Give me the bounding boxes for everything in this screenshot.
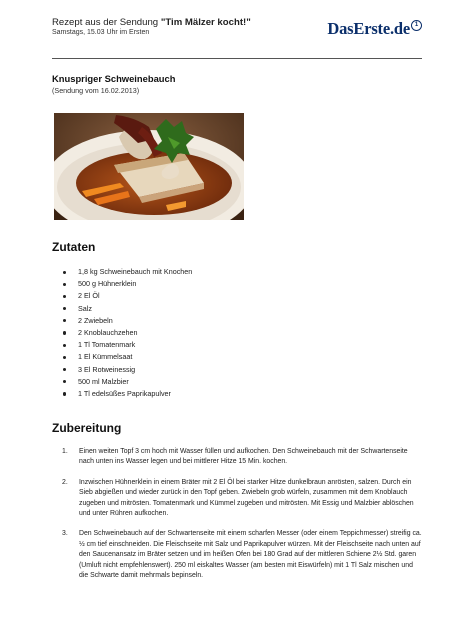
dish-photo	[54, 113, 244, 220]
header-prefix: Rezept aus der Sendung	[52, 17, 161, 28]
ingredient-item: 2 Knoblauchzehen	[62, 327, 192, 339]
step-text: Einen weiten Topf 3 cm hoch mit Wasser füllen und aufkochen. Den Schweinebauch mit der Schwartenseite nach unten ins Wasser legen und bei mittlerer Hitze 15 Min. kochen.	[79, 448, 408, 466]
preparation-heading: Zubereitung	[52, 421, 122, 435]
ingredient-item: 2 Zwiebeln	[62, 315, 192, 327]
step-text: Den Schweinebauch auf der Schwartenseite mit einem scharfen Messer (oder einem Teppichmesser) streifig ca. ½ cm tief einschneiden. Die Fleischseite mit Salz und Paprikapulver würzen. Mit der Fleischseite nach unten auf den Saucenansatz im Bräter setzen und im heißen Ofen bei 180 Grad auf der mittleren Schiene 2½ Std. garen (Umluft nicht empfehlenswert). 250 ml eiskaltes Wasser (am besten mit Eiswürfeln) mit 1 Tl Salz mischen und die Schwarte damit mehrmals bepinseln.	[79, 530, 422, 580]
ingredients-list	[62, 266, 192, 400]
preparation-step	[62, 478, 422, 520]
logo-text: DasErste.de	[327, 19, 410, 38]
ingredient-item: 1 Tl edelsüßes Paprikapulver	[62, 388, 192, 400]
recipe-title: Knuspriger Schweinebauch	[52, 73, 176, 84]
step-number: 3.	[62, 530, 68, 538]
ingredient-item: 500 g Hühnerklein	[62, 278, 192, 290]
header-airtime: Samstags, 15.03 Uhr im Ersten	[52, 29, 150, 36]
ingredient-item: 3 El Rotweinessig	[62, 364, 192, 376]
ingredient-item: Salz	[62, 303, 192, 315]
logo-seal-icon: 1	[411, 20, 422, 31]
daserste-logo[interactable]	[327, 19, 422, 39]
step-number: 1.	[62, 448, 68, 455]
preparation-step	[62, 529, 422, 581]
ingredient-item: 1 El Kümmelsaat	[62, 351, 192, 363]
show-name: "Tim Mälzer kocht!"	[160, 17, 251, 28]
step-text: Inzwischen Hühnerklein in einem Bräter mit 2 El Öl bei starker Hitze dunkelbraun anrösten, salzen. Durch ein Sieb abgießen und wieder zurück in den Topf geben. Zwiebeln grob würfeln, zusammen mit dem Knoblauch zugeben und mitrösten. Tomatenmark und Kümmel zugeben und mitrösten. Mit Essig und Malzbier ablöschen und unter Rühren aufkochen.	[79, 478, 414, 518]
preparation-step	[62, 447, 422, 468]
ingredient-item: 2 El Öl	[62, 290, 192, 302]
ingredient-item: 1 Tl Tomatenmark	[62, 339, 192, 351]
dish-photo-illustration	[54, 113, 244, 220]
ingredient-item: 500 ml Malzbier	[62, 376, 192, 388]
ingredient-item: 1,8 kg Schweinebauch mit Knochen	[62, 266, 192, 278]
header-divider	[52, 58, 422, 59]
preparation-steps	[62, 447, 422, 591]
step-number: 2.	[62, 478, 68, 486]
recipe-broadcast-date: (Sendung vom 16.02.2013)	[52, 86, 140, 95]
ingredients-heading: Zutaten	[52, 240, 96, 254]
